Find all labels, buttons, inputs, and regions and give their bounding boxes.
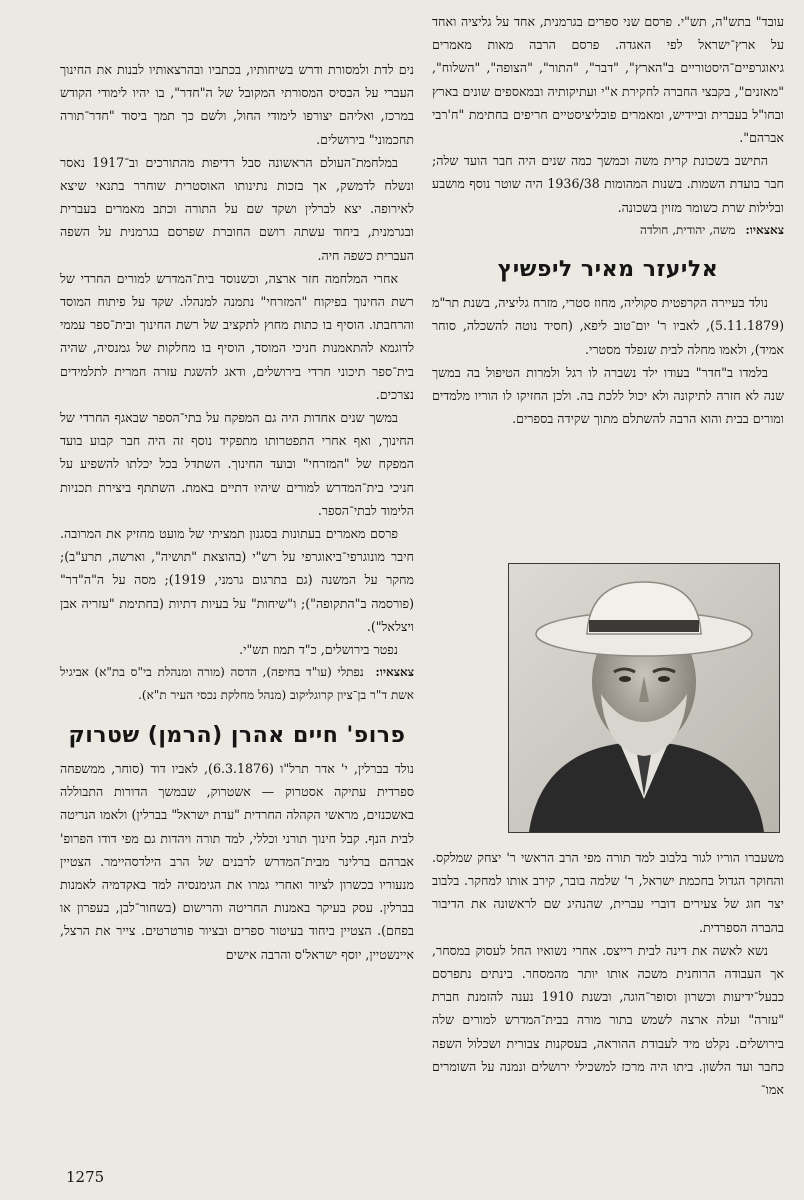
left-paragraph-2: במלחמת־העולם הראשונה סבל רדיפות מהתורכים וב־1917 נאסר ונשלח לדמשק, אך בזכות נתינותו האוסטרית שוחרר בתנאי שיצא לאירופה. יצא לברלין ושקד שם על התורה וכתב מאמרים בעברית ובגרמנית, ביחוד עשתה רושם החוברת שפרסם בגרמנית על השפה העברית כשפה חיה. [60, 154, 414, 263]
page-number: 1275 [66, 1168, 105, 1186]
right-column-bottom [432, 846, 784, 1101]
lipschitz-bio-1: נולד בעיירה הקרפטית סקוליה, מחוז סטרי, מזרח גליציה, בשנת תר"מ (5.11.1879), לאביו ר' יום־טוב ליפא, (חסיד נוטה להשכלה, סוחר אמיד), ולאמו מחלה לבית שנפלד מסטרי. [432, 295, 784, 357]
right-paragraph-2: התישב בשכונת קרית משה וכמשך כמה שנים היה חבר הועד שלה; חבר בועדת השמות. בשנות המהומות 1936/38 היה שוטר נוסף מושבע ובלילות שרת כשומר מזוין בשכונה. [432, 153, 784, 215]
portrait-photo [508, 563, 780, 833]
descendants-names: נפתלי (עו"ד בחיפה), הדסה (מורה ומנהלת בי"ס בת"א) אביגיל אשת ד"ר בן־ציון קרוגליקוב (מנהל מחלקת נכסי העיר ת"א). [60, 665, 414, 703]
descendants-names: משה, יהודית, חולדה [639, 222, 736, 237]
descendants-label: צאצאיו: [745, 222, 784, 237]
lipschitz-bio-2: בלמדו ב"חדר" בעודו ילד נשברה לו רגל ולמרות הטיפול בה במשך שנה לא חזרה לתיקונה ולא יכול ללכת בה. ולכן החזיקו לו הוריו מלמדים ומורים בבית והוא הרבה להשתלם מתוך שקידה בספרים. [432, 364, 784, 427]
struck-bio-1: נולד בברלין, י' אדר תרל"ו (6.3.1876), לאביו דוד (סוחר, ממשפחה ספרדית עתיקה אסטרוק — אשטרוק, שבמשך הדורות התבוללה באשכנזים, מראשי הקהלה החרדית "עדת ישראל" בברלין) ולאמו הנריטה לבית הנף. קבל חינוך תורני וכללי, למד תורה ויהדות גם מפי דודו הפרופ' אברהם ברלינר מבית־המדרש לרבנים של הרב הילדסהיימר. הצטיין מנעוריו בכשרון לציור ואחרי גמרו את הגימנסיה למד באקדמיה לאמנות בברלין. עסק בעיקר באמנות החריטה והרישום (בשחור־לבן, בעפרון או בפחם). הצטיין ביחוד בעיטור ספרים ובציור פורטרטים. צייר את הרצל, איינשטיין, יוסף ישראל'ס והרבה אישים [60, 760, 414, 962]
right-column-top [432, 10, 784, 430]
descendants-label: צאצאיו: [375, 665, 414, 680]
right-paragraph-1: עובד" בתש"ה, תש"י. פרסם שני ספרים בגרמנית, אחד על גליציה ואחד על ארץ־ישראל לפי האגדה. פרסם הרבה מאות מאמרים גיאוגרפיים־היסטוריים ב"הארץ", "דבר", "התור", "הצופה", "השלוח", "מאזנים", בקבצי החברה לחקירת א"י ועתיקותיה ובמאספים שונים בארץ ובחו"ל בעברית וביידיש, ומאמרים פובליציסטיים חריפים בחתימת "ח'רבי אברהם". [432, 14, 784, 146]
lipschitz-bio-3: משעברו הוריו לגור בלבוב למד תורה מפי הרב הראשי ר' יצחק שמלקס. והחוקר הגדול בחכמת ישראל, ר' שלמה בובר, קירב אותו למחקר. בלבוב יצר חוג של צעירים דוברי עברית, שהנהיג שם לראשונה את הדיבור בהברה הספרדית. [432, 850, 784, 935]
descendants-line-lipschitz [60, 661, 414, 707]
death-line: נפטר בירושלים, כ"ד תמוז תש"י. [239, 642, 398, 658]
left-paragraph-1: נים לדת ולמסורת ודרש בשיחותיו, בכתביו ובהרצאותיו לבנות את החינוך העברי על הבסיס המסורתי המקובל של ה"חדר", בו יהיו לימודי הקודש במרכז, ואליהם יצורפו לימודי החול, ולשם כך תמך ביסוד "חדר־תורה תחכמוני" בירושלים. [60, 62, 414, 147]
entry-heading-lipschitz: אליעזר מאיר ליפשיץ [497, 257, 719, 283]
left-paragraph-5: פרסם מאמרים בעתונות בסגנון תמציתי של מועט מחזיק את המרובה. חיבר מונוגרפי־ביאוגרפי על רש"י (בהוצאת "תושיה", וארשה, תרע"ב); מחקר על המשנה (גם בתרגום גרמני, 1919); מסה על ה"ה"דר" (פורסמה ב"התקופה"); ו"שיחות" על בעיות דתיות (בחתימת "עזריה אבן ויצלאל"). [60, 526, 414, 634]
left-paragraph-4: במשך שנים אחדות היה גם המפקח על בתי־הספר שבאגף החרדי של החינוך, ואף אחרי התפטרותו מתפקיד נוסף זה היה חבר קבוע בועד המפקח של "המזרחי" ובועד החינוך. השתדל בכל יכלתו להשפיע על חניכי בית־המדרש למורים שיהיו דתיים באמת. השתתף ביצירת תכניות הלימוד לבתי־הספר. [60, 410, 414, 518]
descendants-line [432, 219, 784, 242]
left-column [60, 58, 414, 966]
left-paragraph-3: אחרי המלחמה חזר ארצה, וכשנוסד בית־המדרש למורים החרדי של רשת החינוך בפיקוח "המזרחי" נתמנה למנהלו. שקד על פיתוח המוסד והרחבתו. הוסיף בו כתות מחוץ לתקציב של רשת החינוך ובית־ספר עממי לדוגמא להתאמנות חניכי המוסד, הוסיף בו מחלקות של גמנסיה, שהיה בית־ספר תיכוני חרדי בירושלים, ודאג להשגת עזרה חמרית לתלמידים נצרכים. [60, 270, 414, 402]
entry-heading-struck: פרופ' חיים אהרן (הרמן) שטרוק [68, 722, 406, 748]
lipschitz-bio-4: נשא לאשה את דינה לבית רייצס. אחרי נשואיו החל לעסוק במסחר, אך העבודה הרוחנית משכה אותו יותר מהמסחר. בינתים נתפרסם כבעל־ידיעות וכשרון וסופר־הוגה, ובשנת 1910 נענה להזמנת חברת "עזרה" ועלה ארצה לשמש בתור מורה בבית־המדרש למורים שלה בירושלים. נקלט מיד לעבודת ההוראה, בעסקנות צבורית ושכלול השפה כחבר ועד הלשון. ביתו היה מרכז למשכילי ירושלים ונמנה על השומרים אמו־ [432, 942, 784, 1098]
portrait-image [509, 564, 779, 832]
